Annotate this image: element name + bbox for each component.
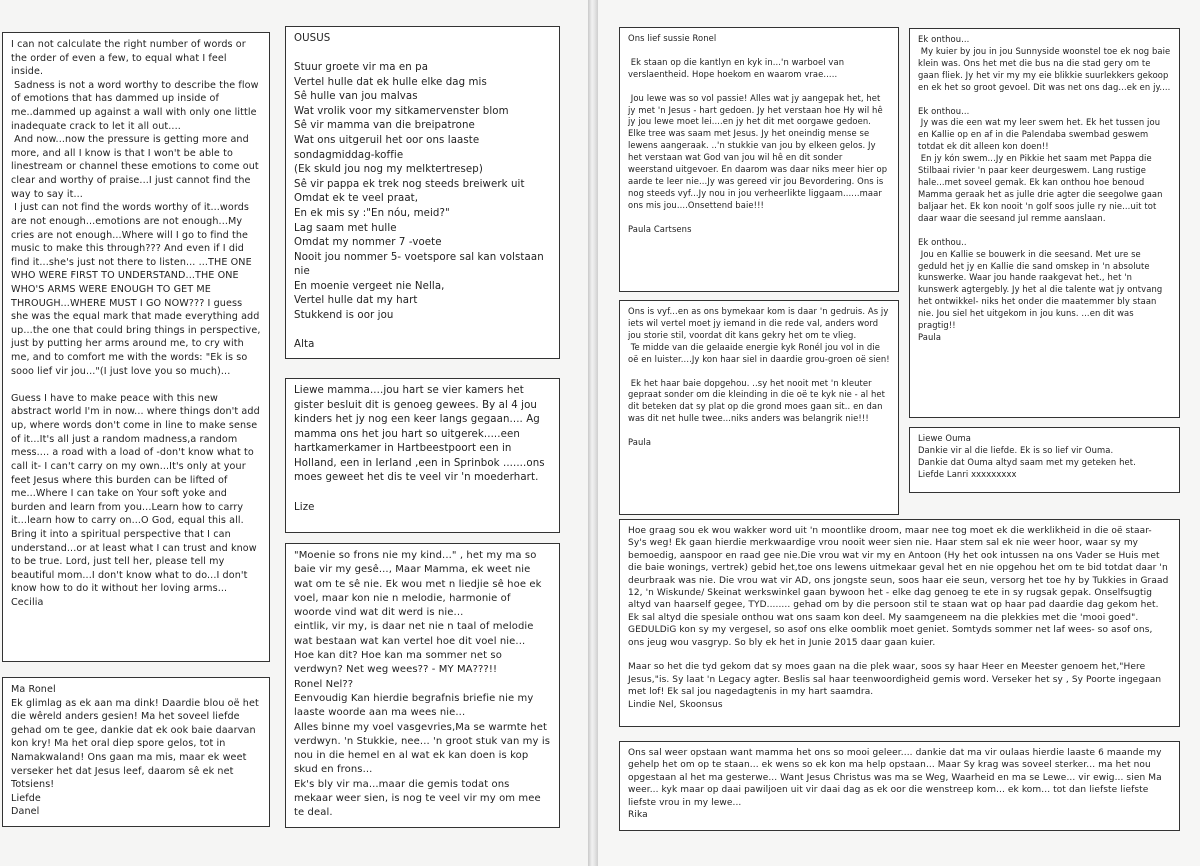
tribute-ronel-nel	[285, 543, 560, 828]
book-gutter	[588, 0, 598, 866]
tribute-lize-text: Liewe mamma....jou hart se vier kamers het gister besluit dit is genoeg gewees. By al 4 jou kinders het jy nog een keer langs gegaan.... Ag mamma ons het jou hart so uitgerek.....een hartkamerkamer in Hartbeestpoort een in Holland, een in Ierland ,een in Sprinbok .......ons moes geweet het dis te veel vir 'n moederhart. Lize	[294, 385, 545, 513]
tribute-paula-vyf	[619, 300, 899, 515]
tribute-ek-onthou-text: Ek onthou... My kuier by jou in jou Sunnyside woonstel toe ek nog baie klein was. Ons het met die bus na die stad gery om te gaan fliek. Jy het vir my my eie blikkie suurlekkers gekoop en ek het so groot gevoel. Dit was net ons dag...ek en jy.... Ek onthou... Jy was die een wat my leer swem het. Ek het tussen jou en Kallie op en af in die Palendaba swembad geswem totdat ek dit alleen kon doen!! En jy kón swem...Jy en Pikkie het saam met Pappa die Stilbaai rivier 'n paar keer deurgeswem. Lang rustige hale...met soveel gemak. Ek kan onthou hoe benoud Mamma geraak het as julle drie agter die seegolwe gaan baljaar het. Ek kon nooit 'n golf soos julle ry nie...uit tot daar waar die seesand jul remme aanslaan. Ek onthou.. Jou en Kallie se bouwerk in die seesand. Met ure se geduld het jy en Kallie die sand omskep in 'n absolute kunswerke. Waar jou hande raakgevat het., het 'n kunswerk agtergebly. Jy het al die talente wat jy ontvang het ontwikkel- niks het onder die maatemmer bly staan nie. Jou siel het uitgekom in jou kuns. ...en dit was pragtig!! Paula	[918, 34, 1171, 343]
tribute-cecilia	[2, 32, 270, 662]
tribute-ek-onthou	[909, 28, 1180, 418]
tribute-danel	[2, 677, 270, 827]
right-page	[598, 0, 1200, 866]
tribute-lanri-text: Liewe Ouma Dankie vir al die liefde. Ek is so lief vir Ouma. Dankie dat Ouma altyd saam met my geteken het. Liefde Lanri xxxxxxxxx	[918, 433, 1136, 479]
tribute-rika-text: Ons sal weer opstaan want mamma het ons so mooi geleer.... dankie dat ma vir oulaas hierdie laaste 6 maande my gehelp het om op te staan... ek wens so ek kon ma help opstaan... Maar Sy krag was soveel sterker... ma het nou opgestaan al het ma gesterwe... Want Jesus Christus was ma se Weg, Waarheid en ma se Lewe... vir ewig... sien Ma weer... kyk maar op daai pawiljoen uit vir daai dag as ek oor die wenstreep kom... ek kom... tot dan liefste liefste liefste vrou in my lewe... Rika	[628, 748, 1162, 821]
left-page	[0, 0, 588, 866]
poem-alta	[285, 26, 560, 359]
tribute-danel-text: Ma Ronel Ek glimlag as ek aan ma dink! Daardie blou oë het die wêreld anders gesien! Ma het soveel liefde gehad om te gee, dankie dat ek ook baie daarvan kon kry! Ma het oral diep spore gelos, tot in Namakwaland! Ons gaan ma mis, maar ek weet verseker het dat Jesus leef, daarom sê ek net Totsiens! Liefde Danel	[11, 684, 259, 818]
tribute-paula-cartsens-text: Ons lief sussie Ronel Ek staan op die kantlyn en kyk in...'n warboel van verslaentheid. Hope hoekom en waarom vrae..... Jou lewe was so vol passie! Alles wat jy aangepak het, het jy met 'n Jesus - hart gedoen. Jy het verstaan hoe Hy wil hê jy jou lewe moet lei....en jy het dit met oorgawe gedoen. Elke tree was saam met Jesus. Jy het oneindig mense se lewens aangeraak. ..'n stukkie van jou by elkeen gelos. Jy het verstaan wat God van jou wil hê en dit sonder weerstand uitgevoer. En daarom was daar niks meer hier op aarde te leer nie...Jy was gereed vir jou Bevordering. Ons is nog steeds vyf...Jy nou in jou verheerlikte liggaam......maar ons mis jou....Onsettend baie!!! Paula Cartsens	[628, 33, 888, 234]
tribute-lize	[285, 378, 560, 533]
tribute-lanri	[909, 427, 1180, 493]
tribute-cecilia-text: I can not calculate the right number of words or the order of even a few, to equal what I feel inside. Sadness is not a word worthy to describe the flow of emotions that has dammed up inside of me..dammed up against a wall with only one little inadequate crack to let it all out.... And now...now the pressure is getting more and more, and all I know is that I won't be able to linestream or channel these emotions to come out clear and worthy of praise...I just cannot find the way to say it... I just can not find the words worthy of it...words are not enough...emotions are not enough...My cries are not enough...Where will I go to find the music to make this through??? And even if I did find it...she's just not there to listen... ...THE ONE WHO WERE FIRST TO UNDERSTAND...THE ONE WHO'S ARMS WERE ENOUGH TO GET ME THROUGH...WHERE MUST I GO NOW??? I guess she was the equal mark that made everything add up...the one that could bring things in perspective, just by putting her arms around me, to cry with me, and to comfort me with the words: "Ek is so sooo lief vir jou..."(I just love you so much)... Guess I have to make peace with this new abstract world I'm in now... where things don't add up, where words don't come in line to make sense of it...It's all just a random madness,a random mess.... a road with a load of -don't know what to call it- I can't carry on my own...It's only at your feet Jesus where this burden can be lifted of me...Where I can take on Your soft yoke and burden and learn from you...Learn how to carry it...learn how to carry on...O God, equal this all. Bring it into a spiritual perspective that I can understand...or at least what I can trust and know to be true. Lord, just tell her, please tell my beautiful mom...I don't know what to do...I don't know how to do it without her loving arms... Cecilia	[11, 39, 261, 608]
tribute-rika	[619, 741, 1180, 831]
tribute-lindie-nel-text: Hoe graag sou ek wou wakker word uit 'n moontlike droom, maar nee tog moet ek die werklikheid in die oë staar- Sy's weg! Ek gaan hierdie merkwaardige vrou nooit weer sien nie. Haar stem sal ek nie weer hoor, waar sy my bemoedig, aanspoor en raad gee nie.Die vrou wat vir my en Antoon (Hy het ook intussen na ons Vader se Huis met die baie wonings, vertrek) gebid het,toe ons lewens uitmekaar geval het en nie opgehou het om te bid totdat daar 'n deurbraak was nie. Die vrou wat vir AD, ons jongste seun, soos haar eie seun, versorg het toe hy by Tukkies in Graad 12, 'n Wiskunde/ Skeinat werkswinkel gaan bywoon het - elke dag genoeg te ete in sy rugsak gepak. Onselfsugtig altyd van haarself gegee, TYD........ gehad om by die persoon stil te staan wat op haar pad daardie dag gekom het. Ek sal altyd die spesiale onthou wat ons saam kon deel. My saamgeneem na die plekkies met die 'mooi goed". GEDULDiG kon sy my vergesel, so asof ons elke oomblik moet geniet. Somtyds sommer net laf wees- so asof ons, ons jeug wou vasgryp. So bly ek het in Junie 2015 daar gaan kuier. Maar so het die tyd gekom dat sy moes gaan na die plek waar, soos sy haar Heer en Meester genoem het,"Here Jesus,"is. Sy laat 'n Legacy agter. Beslis sal haar teenwoordigheid gemis word. Verseker het sy , Sy Poorte ingegaan met lof! Ek sal jou nagedagtenis in my hart saamdra. Lindie Nel, Skoonsus	[628, 526, 1169, 710]
tribute-paula-vyf-text: Ons is vyf...en as ons bymekaar kom is daar 'n gedruis. As jy iets wil vertel moet jy iemand in die rede val, anders word jou storie stil, voordat dit kans gekry het om te vlieg. Te midde van die gelaaide energie kyk Ronél jou vol in die oë en luister....Jy kon haar siel in daardie grou-groen oë sien! Ek het haar baie dopgehou. ..sy het nooit met 'n kleuter gepraat sonder om die kleinding in die oë te kyk nie - al het dit beteken dat sy plat op die grond moes gaan sit.. en dan was dit net hulle twee...niks anders was belangrik nie!!! Paula	[628, 306, 890, 448]
tribute-ronel-nel-text: "Moenie so frons nie my kind..." , het my ma so baie vir my gesê..., Maar Mamma, ek weet nie wat om te sê nie. Ek wou met n liedjie sê hoe ek voel, maar kon nie n melodie, harmonie of woorde vind wat dit werd is nie... eintlik, vir my, is daar net nie n taal of melodie wat bestaan wat kan vertel hoe dit voel nie... Hoe kan dit? Hoe kan ma sommer net so verdwyn? Net weg wees?? - MY MA???!! Ronel Nel?? Eenvoudig Kan hierdie begrafnis briefie nie my laaste woorde aan ma wees nie... Alles binne my voel vasgevries,Ma se warmte het verdwyn. 'n Stukkie, nee... 'n groot stuk van my is nou in die hemel en al wat ek kan doen is kop skud en frons... Ek's bly vir ma...maar die gemis todat ons mekaar weer sien, is nog te veel vir my om mee te deal.	[294, 550, 551, 819]
poem-alta-text: OUSUS Stuur groete vir ma en pa Vertel hulle dat ek hulle elke dag mis Sê hulle van jou malvas Wat vrolik voor my sitkamervenster blom Sê vir mamma van die breipatrone Wat ons uitgeruil het oor ons laaste sondagmiddag-koffie (Ek skuld jou nog my melktertresep) Sê vir pappa ek trek nog steeds breiwerk uit Omdat ek te veel praat, En ek mis sy :"En nóu, meid?" Lag saam met hulle Omdat my nommer 7 -voete Nooit jou nommer 5- voetspore sal kan volstaan nie En moenie vergeet nie Nella, Vertel hulle dat my hart Stukkend is oor jou Alta	[294, 33, 544, 351]
tribute-paula-cartsens	[619, 27, 899, 292]
tribute-lindie-nel	[619, 519, 1180, 727]
